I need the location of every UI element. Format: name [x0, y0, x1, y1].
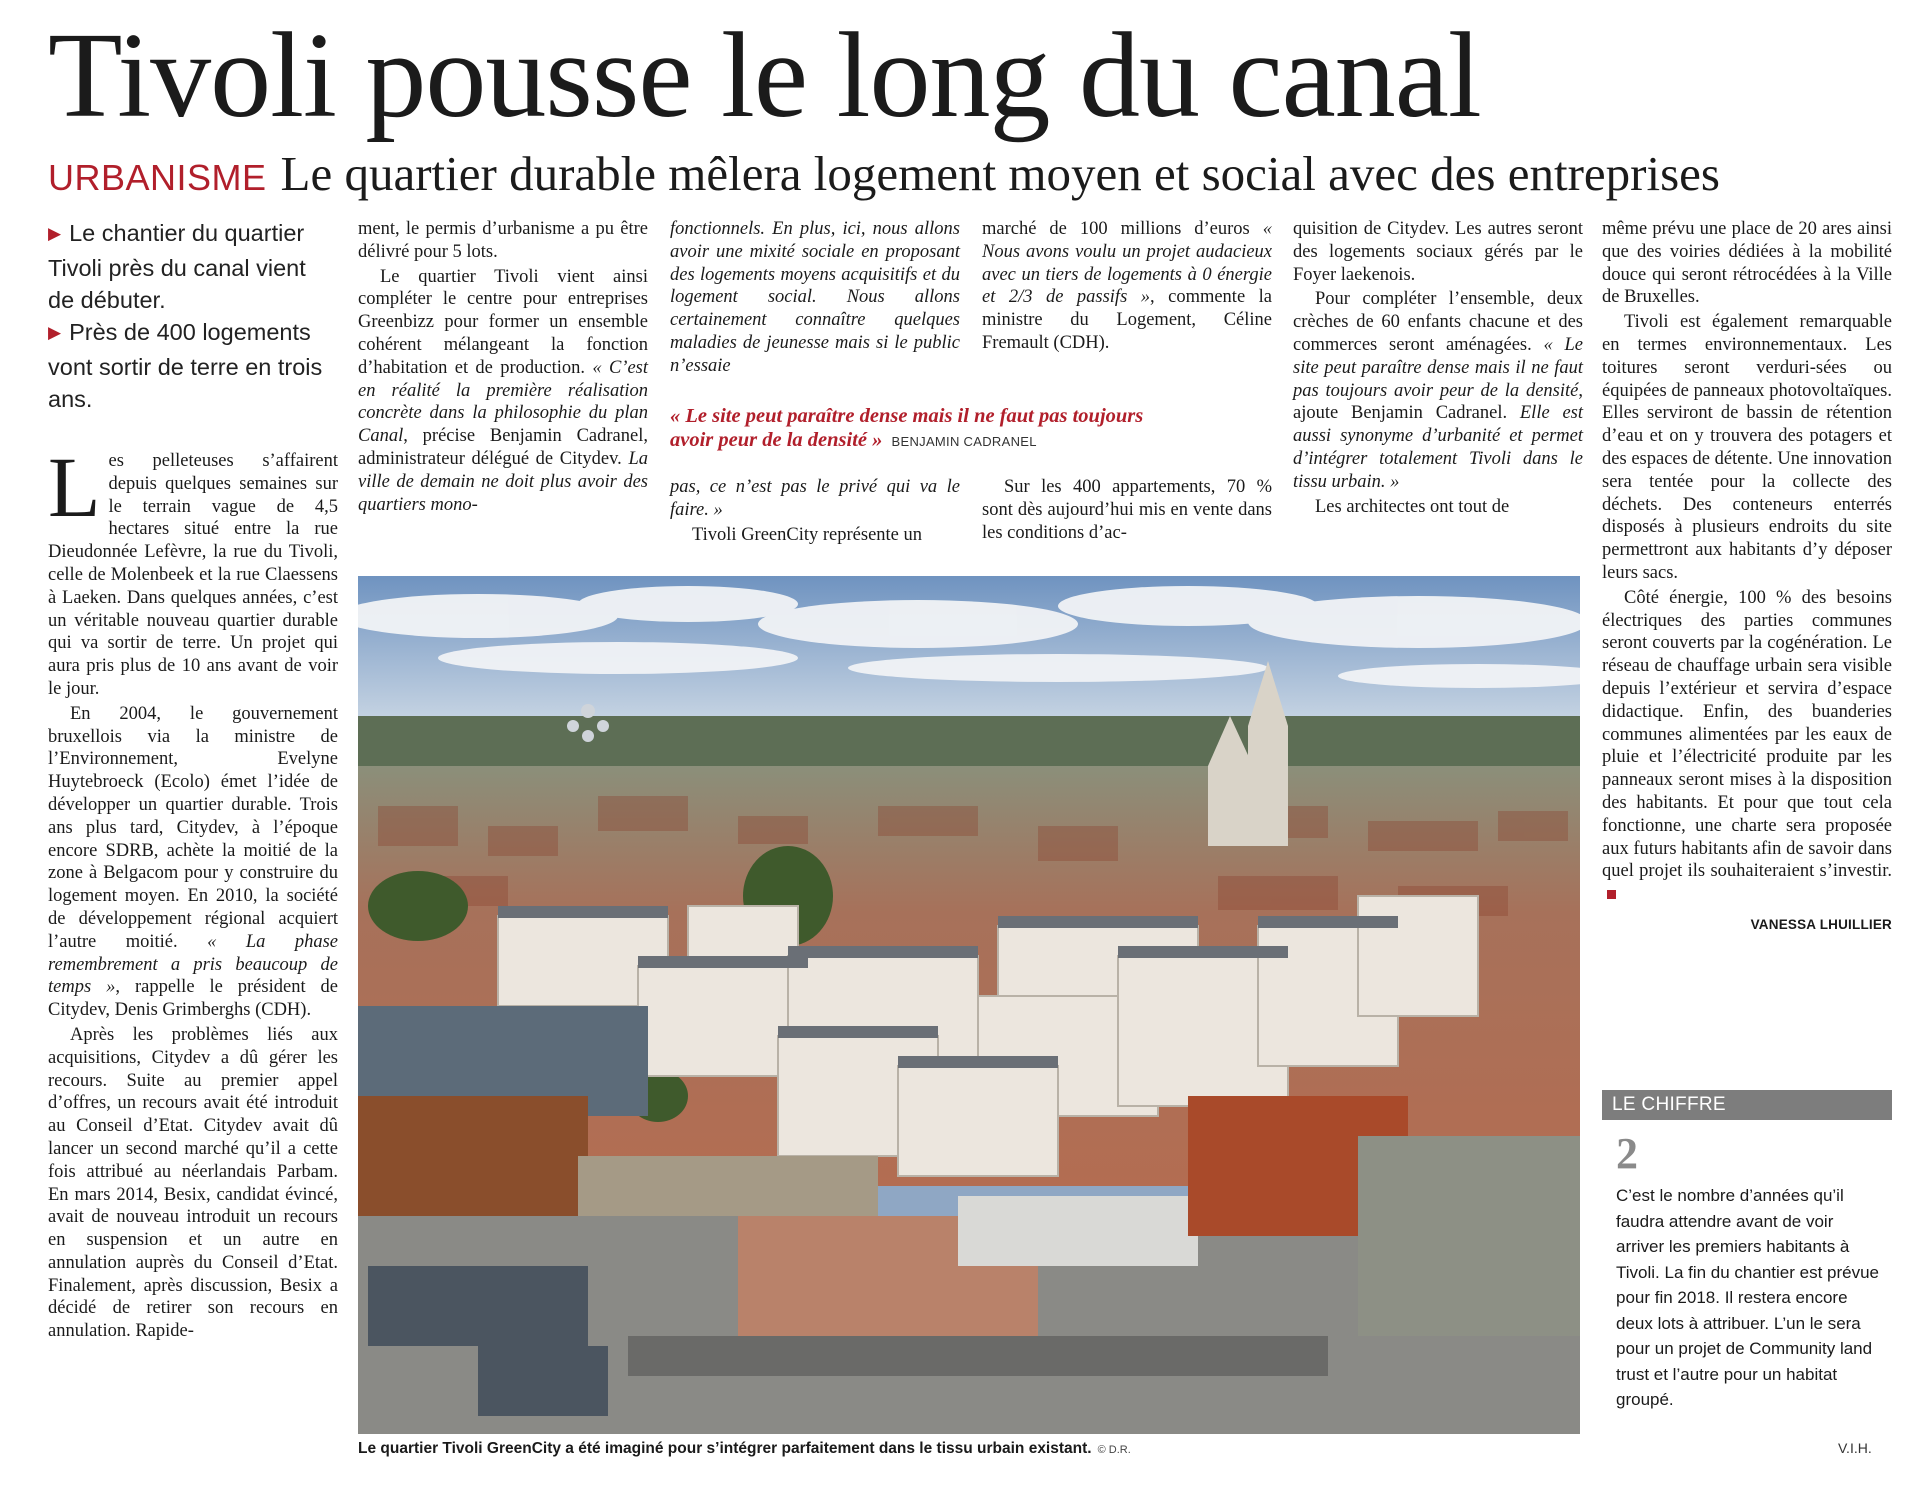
article-column-1 [48, 439, 338, 1343]
triangle-bullet-icon: ▶ [48, 323, 62, 342]
paragraph: Côté énergie, 100 % des besoins électriques des parties communes seront couverts par la cogénération. Le réseau de chauffage urbain sera visible depuis l’extérieur et servira d’espace didactique. Enfin, des buanderies communes alimentées par les eaux de pluie et l’électricité produite par les panneaux seront mises à la disposition des habitants. Et pour que tout cela fonctionne, une charte sera proposée aux futurs habitants afin de savoir dans quel projet ils souhaiteraient s’investir. [1602, 587, 1892, 906]
article-column-5 [1293, 218, 1583, 518]
paragraph: Pour compléter l’ensemble, deux crèches de 60 enfants chacune et des commerces seront aménagées. « Le site peut paraître dense mais il ne faut pas toujours avoir peur de la densité, ajoute Benjamin Cadranel. Elle est aussi synonyme d’urbanité et permet d’intégrer totalement Tivoli dans le tissu urbain. » [1293, 289, 1584, 492]
quote: « Nous avons voulu un projet audacieux avec un tiers de logements à 0 énergie et 2/3 de passifs » [982, 219, 1273, 308]
aerial-photo [358, 576, 1580, 1434]
quote: fonctionnels. En plus, ici, nous allons avoir une mixité sociale en proposant des logements moyens acquisitifs et du logement social. Nous allons certainement connaître quelques maladies de jeunesse mais si le public n’essaie [670, 219, 960, 376]
article-column-3-bottom [670, 476, 960, 546]
rubric-label: URBANISME [48, 157, 267, 198]
paragraph: Sur les 400 appartements, 70 % sont dès aujourd’hui mis en vente dans les conditions d’ac- [982, 477, 1272, 543]
quote: La ville de demain ne doit plus avoir des quartiers mono- [358, 448, 649, 515]
paragraph: même prévu une place de 20 ares ainsi que des voiries dédiées à la mobilité douce qui seront rétrocédées à la Ville de Bruxelles. [1602, 219, 1892, 308]
summary-box [48, 217, 338, 415]
paragraph: Les pelleteuses s’affairent depuis quelques semaines sur le terrain vague de 4,5 hectares situé entre la rue Dieudonnée Lefèvre, la rue du Tivoli, celle de Molenbeek et la rue Claessens à Laeken. Dans quelques années, c’est un véritable nouveau quartier durable qui va sortir de terre. Un projet qui aura pris plus de 10 ans avant de voir le jour. [48, 439, 338, 699]
article-column-4-bottom [982, 476, 1272, 544]
quote: pas, ce n’est pas le privé qui va le faire. » [670, 477, 960, 520]
le-chiffre-number: 2 [1616, 1129, 1638, 1178]
rust-building [358, 1096, 588, 1216]
pull-quote-author: BENJAMIN CADRANEL [891, 434, 1037, 449]
summary-text: Le chantier du quartier Tivoli près du canal vient de débuter. [48, 220, 306, 313]
article-column-6 [1602, 218, 1892, 937]
city-illustration [358, 576, 1580, 1434]
summary-text: Près de 400 logements vont sortir de terre en trois ans. [48, 319, 323, 412]
paragraph: quisition de Citydev. Les autres seront des logements sociaux gérés par le Foyer laekenois. [1293, 219, 1583, 285]
le-chiffre-header: LE CHIFFRE [1602, 1090, 1892, 1120]
paragraph: Après les problèmes liés aux acquisitions, Citydev a dû gérer les recours. Suite au premier appel d’offres, un recours avait été introduit au Conseil d’Etat. Citydev avait dû lancer un second marché qu’il a cette fois attribué au néerlandais Parbam. En mars 2014, Besix, candidat évincé, avait de nouveau introduit un recours en suspension et un autre en annulation auprès du Conseil d’Etat. Finalement, après discussion, Besix a décidé de retirer son recours en annulation. Rapide- [48, 1024, 338, 1342]
article-column-3-top [670, 218, 960, 378]
quote: « Le site peut paraître dense mais il ne faut pas toujours avoir peur de la densité [1293, 334, 1584, 401]
deck-title: Le quartier durable mêlera logement moyen et social avec des entreprises [280, 146, 1720, 201]
box-initials: V.I.H. [1838, 1440, 1872, 1456]
grey-hall [1358, 1136, 1580, 1336]
paragraph: En 2004, le gouvernement bruxellois via la ministre de l’Environnement, Evelyne Huytebroeck (Ecolo) émet l’idée de développer un quartier durable. Trois ans plus tard, Citydev, à l’époque encore SDRB, achète la moitié de la zone à Belgacom pour y construire du logement moyen. En 2010, la société de développement régional acquiert l’autre moitié. « La phase remembrement a pris beaucoup de temps », rappelle le président de Citydev, Denis Grimberghs (CDH). [48, 703, 338, 1021]
paragraph: marché de 100 millions d’euros « Nous avons voulu un projet audacieux avec un tiers de logements à 0 énergie et 2/3 de passifs », commente la ministre du Logement, Céline Fremault (CDH). [982, 219, 1273, 353]
article-column-2 [358, 218, 648, 516]
paragraph: Tivoli GreenCity représente un [692, 524, 923, 545]
quote: Elle est aussi synonyme d’urbanité et permet d’intégrer totalement Tivoli dans le tissu urbain. » [1293, 403, 1583, 492]
paragraph: Tivoli est également remarquable en termes environnementaux. Les toitures seront verduri-sées ou équipées de panneaux photovoltaïques. Elles serviront de bassin de rétention d’eau et on y trouvera des potagers et des espaces de détente. Une innovation sera tentée pour la collecte des déchets. Des conteneurs enterrés disposés à plusieurs endroits du site permettront aux habitants d’y déposer leurs sacs. [1602, 312, 1892, 583]
quote: « C’est en réalité la première réalisation concrète dans la philosophie du plan Canal [358, 357, 649, 447]
headline: Tivoli pousse le long du canal [48, 8, 1481, 143]
quote: « La phase remembrement a pris beaucoup de temps » [48, 931, 338, 998]
white-shed [958, 1196, 1198, 1266]
photo-caption [358, 1440, 1580, 1458]
article-column-4-top [982, 218, 1272, 355]
pull-quote [670, 404, 1170, 454]
paragraph: ment, le permis d’urbanisme a pu être délivré pour 5 lots. [358, 219, 648, 262]
pull-quote-text: « Le site peut paraître dense mais il ne faut pas toujours avoir peur de la densité » [670, 405, 1144, 451]
deck [48, 146, 1908, 213]
paragraph: Le quartier Tivoli vient ainsi compléter le centre pour entreprises Greenbizz pour former un ensemble cohérent mélangeant la fonction d’habitation et de production. « C’est en réalité la première réalisation concrète dans la philosophie du plan Canal, précise Benjamin Cadranel, administrateur délégué de Citydev. La ville de demain ne doit plus avoir des quartiers mono- [358, 266, 649, 515]
photo-credit: © D.R. [1097, 1444, 1131, 1456]
road [628, 1336, 1328, 1376]
summary-item [48, 316, 338, 415]
caption-text: Le quartier Tivoli GreenCity a été imaginé pour s’intégrer parfaitement dans le tissu urbain existant. [358, 1440, 1092, 1457]
paragraph: Les architectes ont tout de [1315, 496, 1510, 517]
end-mark-icon [1607, 890, 1616, 899]
summary-item [48, 217, 338, 316]
triangle-bullet-icon: ▶ [48, 224, 62, 243]
le-chiffre-text: C’est le nombre d’années qu’il faudra attendre avant de voir arriver les premiers habitants à Tivoli. La fin du chantier est prévue pour fin 2018. Il restera encore deux lots à attribuer. L’un le sera pour un projet de Community land trust et l’autre pour un habitat groupé. [1616, 1186, 1880, 1409]
byline: VANESSA LHUILLIER [1750, 916, 1892, 932]
drop-cap: L [48, 439, 101, 535]
